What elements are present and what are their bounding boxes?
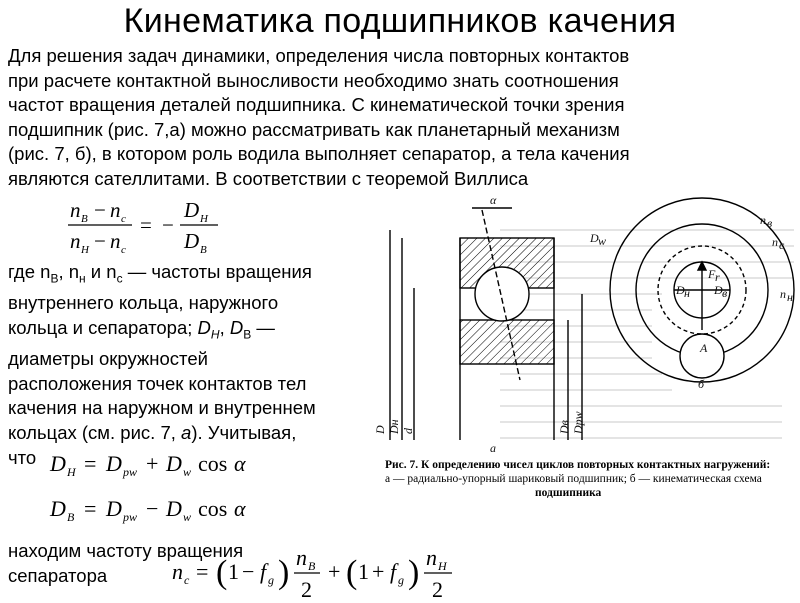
- intro-paragraph: [8, 44, 792, 192]
- svg-text:−: −: [146, 496, 159, 521]
- dh-formula: [48, 445, 278, 483]
- def-symbol: D: [229, 316, 244, 338]
- definition-line: диаметры окружностей: [8, 348, 208, 370]
- svg-text:): ): [278, 554, 290, 591]
- svg-text:D: D: [50, 496, 66, 521]
- svg-text:=: =: [196, 559, 209, 584]
- definition-line: [8, 316, 380, 347]
- svg-text:(: (: [216, 554, 228, 591]
- definition-line: что: [8, 446, 37, 468]
- intro-line: (рис. 7, б), в котором роль водила выполняет сепаратор, а тела качения: [8, 143, 630, 165]
- def-sub: H: [210, 327, 220, 342]
- label-b: б: [698, 377, 705, 391]
- svg-text:D: D: [184, 229, 200, 253]
- svg-text:n: n: [110, 198, 121, 222]
- def-text: кольца и сепаратора;: [8, 316, 198, 338]
- label-nv: n: [760, 213, 766, 227]
- label-a: а: [490, 441, 496, 455]
- svg-text:n: n: [70, 198, 81, 222]
- svg-text:c: c: [779, 238, 785, 252]
- svg-text:c: c: [121, 244, 126, 256]
- svg-text:H: H: [438, 559, 447, 573]
- svg-text:pw: pw: [123, 465, 138, 479]
- svg-text:−: −: [94, 229, 106, 253]
- svg-text:f: f: [390, 559, 397, 584]
- svg-text:n: n: [426, 545, 437, 570]
- caption-line: подшипника: [535, 487, 602, 499]
- svg-text:H: H: [200, 213, 208, 225]
- svg-text:B: B: [67, 510, 75, 524]
- svg-text:−: −: [94, 198, 106, 222]
- svg-text:α: α: [234, 451, 246, 476]
- def-text: и n: [85, 261, 117, 282]
- svg-text:2: 2: [432, 577, 443, 602]
- label-fr: F: [708, 267, 716, 281]
- svg-text:B: B: [200, 244, 207, 256]
- label-dn: D: [676, 283, 685, 297]
- svg-text:2: 2: [301, 577, 312, 602]
- svg-text:r: r: [715, 270, 720, 284]
- svg-text:D: D: [106, 496, 122, 521]
- svg-text:+: +: [372, 559, 385, 584]
- intro-line: Для решения задач динамики, определения числа повторных контактов: [8, 45, 630, 66]
- def-text: , n: [58, 261, 80, 282]
- bearing-section-a: [390, 208, 582, 440]
- svg-text:1: 1: [358, 559, 369, 584]
- definition-line: [8, 421, 380, 446]
- willis-formula: [68, 195, 238, 257]
- svg-text:в: в: [767, 216, 773, 230]
- def-sub: B: [50, 271, 59, 286]
- svg-text:w: w: [598, 234, 607, 248]
- svg-text:α: α: [234, 496, 246, 521]
- svg-text:D: D: [166, 496, 182, 521]
- def-text: кольцах (см. рис. 7,: [8, 421, 182, 443]
- label-Dpw: Dpw: [571, 411, 585, 434]
- svg-text:H: H: [81, 244, 89, 256]
- svg-text:w: w: [183, 465, 192, 479]
- def-sub: н: [79, 271, 86, 286]
- conclusion-line: сепаратора: [8, 564, 108, 586]
- caption-line: а — радиально-упорный шариковый подшипник; б — кинематическая схема: [385, 473, 762, 485]
- def-text: ,: [219, 316, 230, 338]
- conclusion-line: находим частоту вращения: [8, 540, 244, 561]
- label-dw: D: [590, 231, 599, 245]
- svg-text:g: g: [398, 573, 404, 587]
- svg-text:+: +: [146, 451, 159, 476]
- svg-text:1: 1: [228, 559, 239, 584]
- svg-text:w: w: [183, 510, 192, 524]
- bearing-drawing: [372, 190, 798, 600]
- svg-text:в: в: [722, 286, 728, 300]
- figure-caption: [385, 458, 795, 500]
- def-text: а: [181, 421, 192, 443]
- svg-text:H: H: [67, 465, 76, 479]
- intro-line: подшипник (рис. 7,а) можно рассматривать как планетарный механизм: [8, 118, 620, 140]
- svg-text:н: н: [787, 290, 793, 304]
- svg-text:f: f: [260, 559, 267, 584]
- definition-paragraph: [8, 260, 380, 470]
- svg-text:−: −: [242, 559, 255, 584]
- svg-text:B: B: [308, 559, 316, 573]
- label-d: d: [401, 428, 415, 434]
- svg-text:c: c: [121, 213, 126, 225]
- svg-text:+: +: [328, 559, 341, 584]
- intro-line: являются сателлитами. В соответствии с теоремой Виллиса: [8, 167, 529, 189]
- caption-line: Рис. 7. К определению чисел циклов повторных контактных нагружений:: [385, 459, 771, 471]
- svg-text:=: =: [140, 213, 152, 237]
- def-text: ). Учитывая,: [191, 421, 297, 443]
- svg-text:g: g: [268, 573, 274, 587]
- def-sub: c: [116, 271, 123, 286]
- label-nn: n: [780, 287, 786, 301]
- svg-text:n: n: [110, 229, 121, 253]
- db-formula: [48, 490, 278, 528]
- intro-line: при расчете контактной выносливости необходимо знать соотношения: [8, 69, 619, 91]
- def-symbol: D: [197, 316, 211, 338]
- label-nc: n: [772, 235, 778, 249]
- svg-text:cos: cos: [198, 451, 228, 476]
- svg-text:pw: pw: [123, 510, 138, 524]
- svg-text:D: D: [184, 198, 200, 222]
- figure-bearing: [372, 190, 798, 600]
- def-text: где n: [8, 261, 51, 282]
- label-Dv: Dв: [557, 420, 571, 434]
- intro-line: частот вращения деталей подшипника. С кинематической точки зрения: [8, 94, 625, 116]
- svg-text:c: c: [184, 573, 190, 587]
- def-text: — частоты вращения: [122, 261, 312, 282]
- svg-text:n: n: [296, 545, 307, 570]
- definition-line: расположения точек контактов тел: [8, 372, 307, 394]
- svg-text:D: D: [106, 451, 122, 476]
- svg-text:n: n: [70, 229, 81, 253]
- svg-text:=: =: [84, 451, 97, 476]
- label-Dn: Dн: [387, 419, 401, 434]
- svg-text:n: n: [172, 559, 183, 584]
- label-alpha: α: [490, 193, 497, 207]
- svg-text:): ): [408, 554, 420, 591]
- label-D: D: [373, 425, 387, 434]
- svg-text:D: D: [50, 451, 66, 476]
- definition-line: [8, 260, 380, 291]
- label-dv: D: [714, 283, 723, 297]
- svg-text:=: =: [84, 496, 97, 521]
- definition-line: качения на наружном и внутреннем: [8, 397, 316, 419]
- svg-text:B: B: [81, 213, 88, 225]
- svg-text:−: −: [162, 213, 174, 237]
- svg-text:D: D: [166, 451, 182, 476]
- svg-text:н: н: [684, 286, 690, 300]
- definition-line: внутреннего кольца, наружного: [8, 292, 279, 314]
- label-a-point: A: [700, 341, 708, 355]
- svg-text:(: (: [346, 554, 358, 591]
- def-sub: B: [243, 327, 252, 342]
- svg-text:cos: cos: [198, 496, 228, 521]
- page-title: Кинематика подшипников качения: [123, 2, 677, 40]
- def-text: —: [251, 316, 275, 338]
